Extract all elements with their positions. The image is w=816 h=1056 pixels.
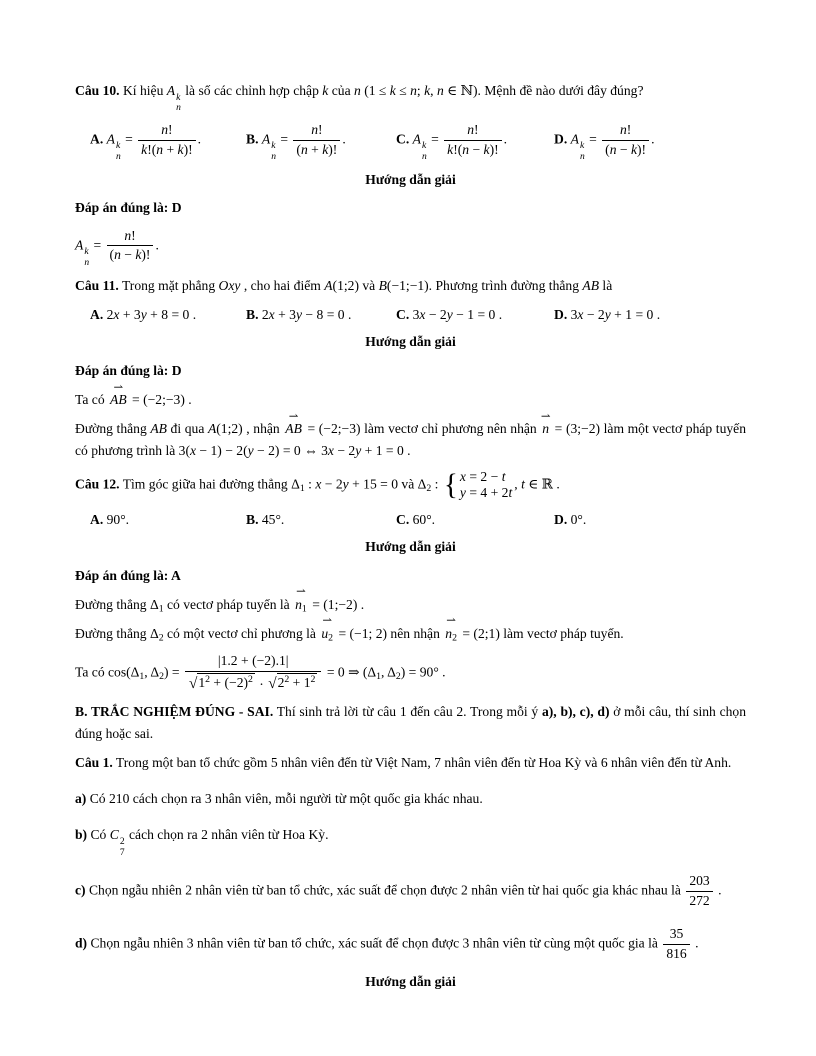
question-10-option-a: A. A k n = $\frac{n!}{k!(n + k)!}$ . xyxy=(90,122,202,163)
statement-b: b) Có C 2 7 cách chọn ra 2 nhân viên từ Hoa Kỳ. xyxy=(75,827,329,858)
section-b-heading: B. TRẮC NGHIỆM ĐÚNG - SAI. Thí sinh trả lời từ câu 1 đến câu 2. Trong mỗi ý a), b), c), d) ở mỗi câu, thí sinh chọn đúng hoặc sai. xyxy=(75,704,746,742)
question-12-option-a: A. 90°. xyxy=(90,511,130,527)
document-body xyxy=(75,80,746,993)
question-11-option xyxy=(75,304,746,325)
guide-heading-2: Hướng dẫn giải xyxy=(365,334,456,350)
solution-q12-line-2: Đường thẳng Δ2 có một vectơ chỉ phương là ⇀ u2 = (−1; 2) nên nhận ⇀ n2 = (2;1) làm vectơ pháp tuyến. xyxy=(75,623,746,645)
answer-line-q10: Đáp án đúng là: D xyxy=(75,200,182,216)
answer-line-q12: Đáp án đúng là: A xyxy=(75,567,181,583)
question-10-option-c: C. A k n = $\frac{n!}{k!(n - k)!}$ . xyxy=(396,122,508,163)
question-12-option xyxy=(75,509,746,530)
question-11-option-c: C. 3x − 2y − 1 = 0 . xyxy=(396,307,503,323)
question-10-option-b: B. A k n = $\frac{n!}{(n + k)!}$ . xyxy=(246,122,346,163)
question-11-option-a: A. 2x + 3y + 8 = 0 . xyxy=(90,307,197,323)
statement-d: d) Chọn ngẫu nhiên 3 nhân viên từ ban tổ chức, xác suất để chọn được 3 nhân viên từ cùng một quốc gia là $\frac{35}{816}$ . xyxy=(75,926,699,962)
solution-q12-line-3: Ta có cos(Δ1, Δ2) = |1.2 + (−2).1| √ $1^2 + (-2)^2$ · √ $2^2 + 1^2$ = 0 ⇒ (Δ1, Δ2) = 90° . xyxy=(75,652,446,693)
question-12-option-b: B. 45°. xyxy=(246,511,285,527)
solution-q10-formula: A k n = $\frac{n!}{(n - k)!}$ . xyxy=(75,227,159,268)
guide-heading-3: Hướng dẫn giải xyxy=(365,538,456,554)
question-10-stem: Câu 10. Kí hiệu A k n là số các chỉnh hợp chập k của n (1 ≤ k ≤ n; k, n ∈ ℕ). Mệnh đề nào dưới đây đúng? xyxy=(75,83,644,114)
guide-heading-1: Hướng dẫn giải xyxy=(365,171,456,187)
question-10-option-d: D. A k n = $\frac{n!}{(n - k)!}$ . xyxy=(554,122,655,163)
question-12-option-d: D. 0°. xyxy=(554,511,587,527)
question-1-stem: Câu 1. Trong một ban tổ chức gồm 5 nhân viên đến từ Việt Nam, 7 nhân viên đến từ Hoa Kỳ và 6 nhân viên đến từ Anh. xyxy=(75,755,732,771)
question-11-option-b: B. 2x + 3y − 8 = 0 . xyxy=(246,307,352,323)
solution-q11-line-2: Đường thẳng AB đi qua A(1;2) , nhận ⇀ AB = (−2;−3) làm vectơ chỉ phương nên nhận ⇀ n = (3;−2) làm một vectơ pháp tuyến có phương trình là 3(x − 1) − 2(y − 2) = 0 ⇔ 3x − 2y + 1 = 0 . xyxy=(75,418,746,462)
guide-heading-4: Hướng dẫn giải xyxy=(365,974,456,990)
answer-line-q11: Đáp án đúng là: D xyxy=(75,363,182,378)
statement-c: c) Chọn ngẫu nhiên 2 nhân viên từ ban tổ chức, xác suất để chọn được 2 nhân viên từ hai quốc gia khác nhau là $\frac{203}{272}$ . xyxy=(75,873,722,909)
question-11-option-d: D. 3x − 2y + 1 = 0 . xyxy=(554,307,661,323)
question-11-stem: Câu 11. Trong mặt phẳng Oxy , cho hai điểm A(1;2) và B(−1;−1). Phương trình đường thẳng AB là xyxy=(75,278,613,294)
statement-a: a) Có 210 cách chọn ra 3 nhân viên, mỗi người từ một quốc gia khác nhau. xyxy=(75,791,483,807)
solution-q11-line-1: Ta có ⇀ AB = (−2;−3) . xyxy=(75,389,746,411)
solution-q12-line-1: Đường thẳng Δ1 có vectơ pháp tuyến là ⇀ n1 = (1;−2) . xyxy=(75,594,746,616)
question-12-stem: Câu 12. Tìm góc giữa hai đường thẳng Δ1 : x − 2y + 15 = 0 và Δ2 : { x = 2 − t y = 4 + 2t , t ∈ ℝ . xyxy=(75,469,560,502)
question-12-option-c: C. 60°. xyxy=(396,511,436,527)
question-10-option xyxy=(75,121,746,163)
